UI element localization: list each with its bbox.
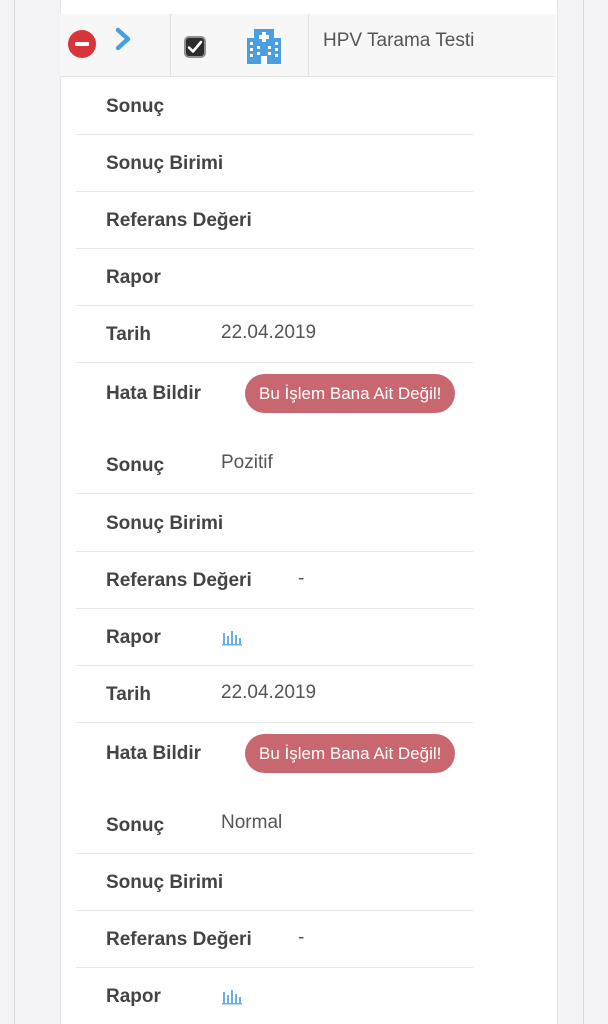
page-border-left	[14, 0, 15, 1024]
unit-row	[76, 134, 473, 192]
result-label: Sonuç	[106, 455, 165, 476]
page-border-right	[583, 0, 584, 1024]
date-row	[76, 305, 473, 363]
not-my-procedure-button[interactable]: Bu İşlem Bana Ait Değil!	[245, 374, 455, 413]
result-row	[76, 77, 473, 135]
not-my-procedure-button[interactable]: Bu İşlem Bana Ait Değil!	[245, 734, 455, 773]
date-value: 22.04.2019	[221, 322, 317, 343]
date-row	[76, 665, 473, 723]
result-row	[76, 796, 473, 854]
date-label: Tarih	[106, 684, 152, 705]
result-row	[76, 436, 473, 494]
result-value: Normal	[221, 812, 283, 833]
reference-label: Referans Değeri	[106, 570, 252, 591]
checkmark-icon	[187, 39, 203, 55]
report-row	[76, 248, 473, 306]
reference-row	[76, 191, 473, 249]
header-divider	[170, 14, 171, 76]
unit-label: Sonuç Birimi	[106, 153, 224, 174]
error-report-label: Hata Bildir	[106, 743, 202, 764]
reference-value: -	[298, 927, 305, 948]
error-report-label: Hata Bildir	[106, 383, 202, 404]
unit-row	[76, 853, 473, 911]
result-value: Pozitif	[221, 452, 273, 473]
chevron-right-icon[interactable]	[112, 26, 136, 54]
report-label: Rapor	[106, 986, 161, 1007]
report-row	[76, 608, 473, 666]
select-checkbox[interactable]	[184, 36, 206, 58]
report-label: Rapor	[106, 627, 161, 648]
header-divider	[308, 14, 309, 76]
test-title: HPV Tarama Testi	[323, 30, 475, 51]
reference-label: Referans Değeri	[106, 929, 252, 950]
date-value: 22.04.2019	[221, 682, 317, 703]
remove-icon[interactable]	[68, 30, 96, 58]
date-label: Tarih	[106, 324, 152, 345]
unit-row	[76, 494, 473, 552]
result-label: Sonuç	[106, 815, 165, 836]
reference-row	[76, 910, 473, 968]
reference-label: Referans Değeri	[106, 210, 252, 231]
bar-chart-icon[interactable]	[221, 628, 243, 646]
test-header	[60, 14, 556, 77]
reference-row	[76, 551, 473, 609]
bar-chart-icon[interactable]	[221, 987, 243, 1005]
report-row	[76, 967, 473, 1024]
hospital-icon	[243, 24, 285, 66]
report-label: Rapor	[106, 267, 161, 288]
error-report-row	[76, 722, 473, 788]
reference-value: -	[298, 568, 305, 589]
unit-label: Sonuç Birimi	[106, 513, 224, 534]
error-report-row	[76, 362, 473, 428]
unit-label: Sonuç Birimi	[106, 872, 224, 893]
result-label: Sonuç	[106, 96, 165, 117]
